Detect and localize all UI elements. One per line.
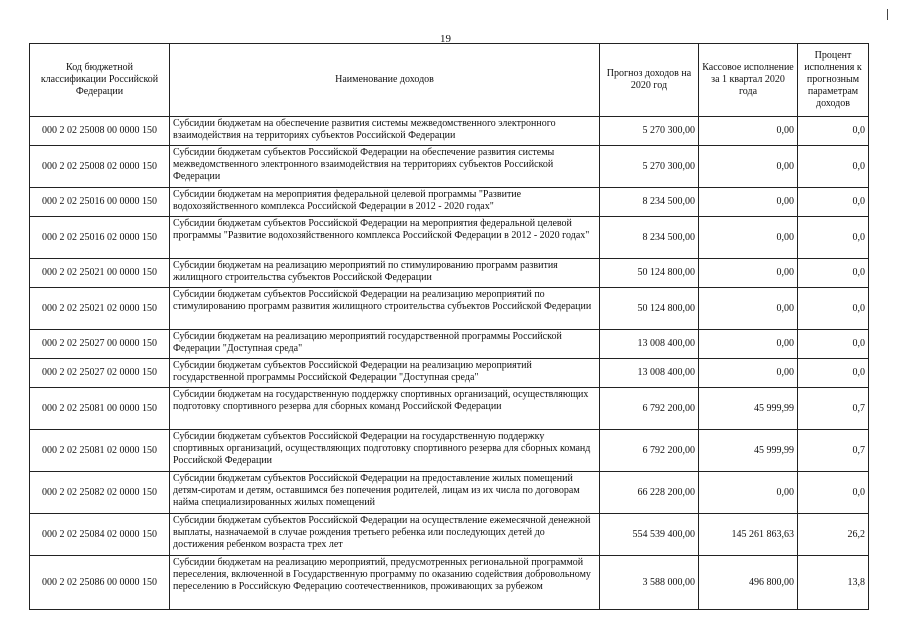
- cell-forecast: 5 270 300,00: [600, 117, 699, 146]
- cell-name: Субсидии бюджетам на государственную поддержку спортивных организаций, осуществляющих подготовку спортивного резерва для сборных команд Российской Федерации: [170, 388, 600, 430]
- cell-forecast: 8 234 500,00: [600, 217, 699, 259]
- cell-code: 000 2 02 25081 02 0000 150: [30, 430, 170, 472]
- cell-execution: 0,00: [699, 472, 798, 514]
- cell-execution: 145 261 863,63: [699, 514, 798, 556]
- cell-forecast: 6 792 200,00: [600, 388, 699, 430]
- cell-forecast: 5 270 300,00: [600, 146, 699, 188]
- cell-name: Субсидии бюджетам субъектов Российской Федерации на мероприятия федеральной целевой программы "Развитие водохозяйственного комплекса Российской Федерации в 2012 - 2020 годах": [170, 217, 600, 259]
- cell-forecast: 6 792 200,00: [600, 430, 699, 472]
- table-header-row: [30, 44, 869, 117]
- cell-code: 000 2 02 25082 02 0000 150: [30, 472, 170, 514]
- table-row: [30, 188, 869, 217]
- table-row: [30, 288, 869, 330]
- cell-percent: 0,0: [798, 117, 869, 146]
- cell-name: Субсидии бюджетам субъектов Российской Федерации на осуществление ежемесячной денежной выплаты, назначаемой в случае рождения третьего ребенка или последующих детей до достижения ребенком возраста трех лет: [170, 514, 600, 556]
- cell-execution: 0,00: [699, 259, 798, 288]
- table-row: [30, 514, 869, 556]
- cell-percent: 0,7: [798, 388, 869, 430]
- header-execution: Кассовое исполнение за 1 квартал 2020 года: [699, 44, 798, 117]
- cell-percent: 0,0: [798, 188, 869, 217]
- cell-percent: 0,0: [798, 146, 869, 188]
- cell-code: 000 2 02 25008 00 0000 150: [30, 117, 170, 146]
- cell-execution: 45 999,99: [699, 388, 798, 430]
- cell-code: 000 2 02 25021 02 0000 150: [30, 288, 170, 330]
- cell-name: Субсидии бюджетам субъектов Российской Федерации на реализацию мероприятий по стимулированию программ развития жилищного строительства субъектов Российской Федерации: [170, 288, 600, 330]
- cell-percent: 26,2: [798, 514, 869, 556]
- cell-execution: 0,00: [699, 188, 798, 217]
- cell-percent: 0,0: [798, 330, 869, 359]
- cell-execution: 496 800,00: [699, 556, 798, 610]
- cell-code: 000 2 02 25008 02 0000 150: [30, 146, 170, 188]
- cell-name: Субсидии бюджетам на реализацию мероприятий по стимулированию программ развития жилищного строительства субъектов Российской Федерации: [170, 259, 600, 288]
- cell-execution: 0,00: [699, 330, 798, 359]
- header-name: Наименование доходов: [170, 44, 600, 117]
- cell-percent: 0,0: [798, 217, 869, 259]
- page-number: 19: [440, 33, 451, 45]
- cell-execution: 45 999,99: [699, 430, 798, 472]
- cell-forecast: 13 008 400,00: [600, 359, 699, 388]
- cell-code: 000 2 02 25027 02 0000 150: [30, 359, 170, 388]
- cell-forecast: 50 124 800,00: [600, 288, 699, 330]
- cell-execution: 0,00: [699, 288, 798, 330]
- cell-code: 000 2 02 25081 00 0000 150: [30, 388, 170, 430]
- table-row: [30, 388, 869, 430]
- cell-execution: 0,00: [699, 146, 798, 188]
- cell-percent: 13,8: [798, 556, 869, 610]
- cell-name: Субсидии бюджетам на реализацию мероприятий государственной программы Российской Федерации "Доступная среда": [170, 330, 600, 359]
- cell-forecast: 3 588 000,00: [600, 556, 699, 610]
- cell-code: 000 2 02 25016 02 0000 150: [30, 217, 170, 259]
- cell-code: 000 2 02 25027 00 0000 150: [30, 330, 170, 359]
- table-row: [30, 472, 869, 514]
- income-table: [29, 43, 869, 610]
- cell-execution: 0,00: [699, 217, 798, 259]
- cell-code: 000 2 02 25086 00 0000 150: [30, 556, 170, 610]
- cell-percent: 0,0: [798, 288, 869, 330]
- cell-name: Субсидии бюджетам субъектов Российской Федерации на реализацию мероприятий государственной программы Российской Федерации "Доступная среда": [170, 359, 600, 388]
- cell-code: 000 2 02 25021 00 0000 150: [30, 259, 170, 288]
- cell-code: 000 2 02 25016 00 0000 150: [30, 188, 170, 217]
- table-row: [30, 359, 869, 388]
- table-row: [30, 330, 869, 359]
- table-row: [30, 556, 869, 610]
- cell-name: Субсидии бюджетам на обеспечение развития системы межведомственного электронного взаимодействия на территориях субъектов Российской Федерации: [170, 117, 600, 146]
- cell-name: Субсидии бюджетам субъектов Российской Федерации на обеспечение развития системы межведомственного электронного взаимодействия на территориях субъектов Российской Федерации: [170, 146, 600, 188]
- scan-mark: [887, 9, 888, 20]
- cell-percent: 0,0: [798, 472, 869, 514]
- cell-name: Субсидии бюджетам субъектов Российской Федерации на предоставление жилых помещений детям-сиротам и детям, оставшимся без попечения родителей, лицам из их числа по договорам найма специализированных жилых помещений: [170, 472, 600, 514]
- cell-forecast: 50 124 800,00: [600, 259, 699, 288]
- cell-name: Субсидии бюджетам на реализацию мероприятий, предусмотренных региональной программой переселения, включенной в Государственную программу по оказанию содействия добровольному переселению в Российскую Федерацию соотечественников, проживающих за рубежом: [170, 556, 600, 610]
- cell-forecast: 8 234 500,00: [600, 188, 699, 217]
- cell-name: Субсидии бюджетам на мероприятия федеральной целевой программы "Развитие водохозяйственного комплекса Российской Федерации в 2012 - 2020 годах": [170, 188, 600, 217]
- table-row: [30, 117, 869, 146]
- cell-code: 000 2 02 25084 02 0000 150: [30, 514, 170, 556]
- cell-forecast: 66 228 200,00: [600, 472, 699, 514]
- cell-percent: 0,0: [798, 259, 869, 288]
- table-row: [30, 430, 869, 472]
- cell-percent: 0,7: [798, 430, 869, 472]
- header-code: Код бюджетной классификации Российской Федерации: [30, 44, 170, 117]
- table-row: [30, 259, 869, 288]
- header-percent: Процент исполнения к прогнозным параметрам доходов: [798, 44, 869, 117]
- table-row: [30, 146, 869, 188]
- cell-percent: 0,0: [798, 359, 869, 388]
- table-row: [30, 217, 869, 259]
- cell-name: Субсидии бюджетам субъектов Российской Федерации на государственную поддержку спортивных организаций, осуществляющих подготовку спортивного резерва для сборных команд Российской Федерации: [170, 430, 600, 472]
- cell-execution: 0,00: [699, 117, 798, 146]
- cell-execution: 0,00: [699, 359, 798, 388]
- header-forecast: Прогноз доходов на 2020 год: [600, 44, 699, 117]
- cell-forecast: 13 008 400,00: [600, 330, 699, 359]
- cell-forecast: 554 539 400,00: [600, 514, 699, 556]
